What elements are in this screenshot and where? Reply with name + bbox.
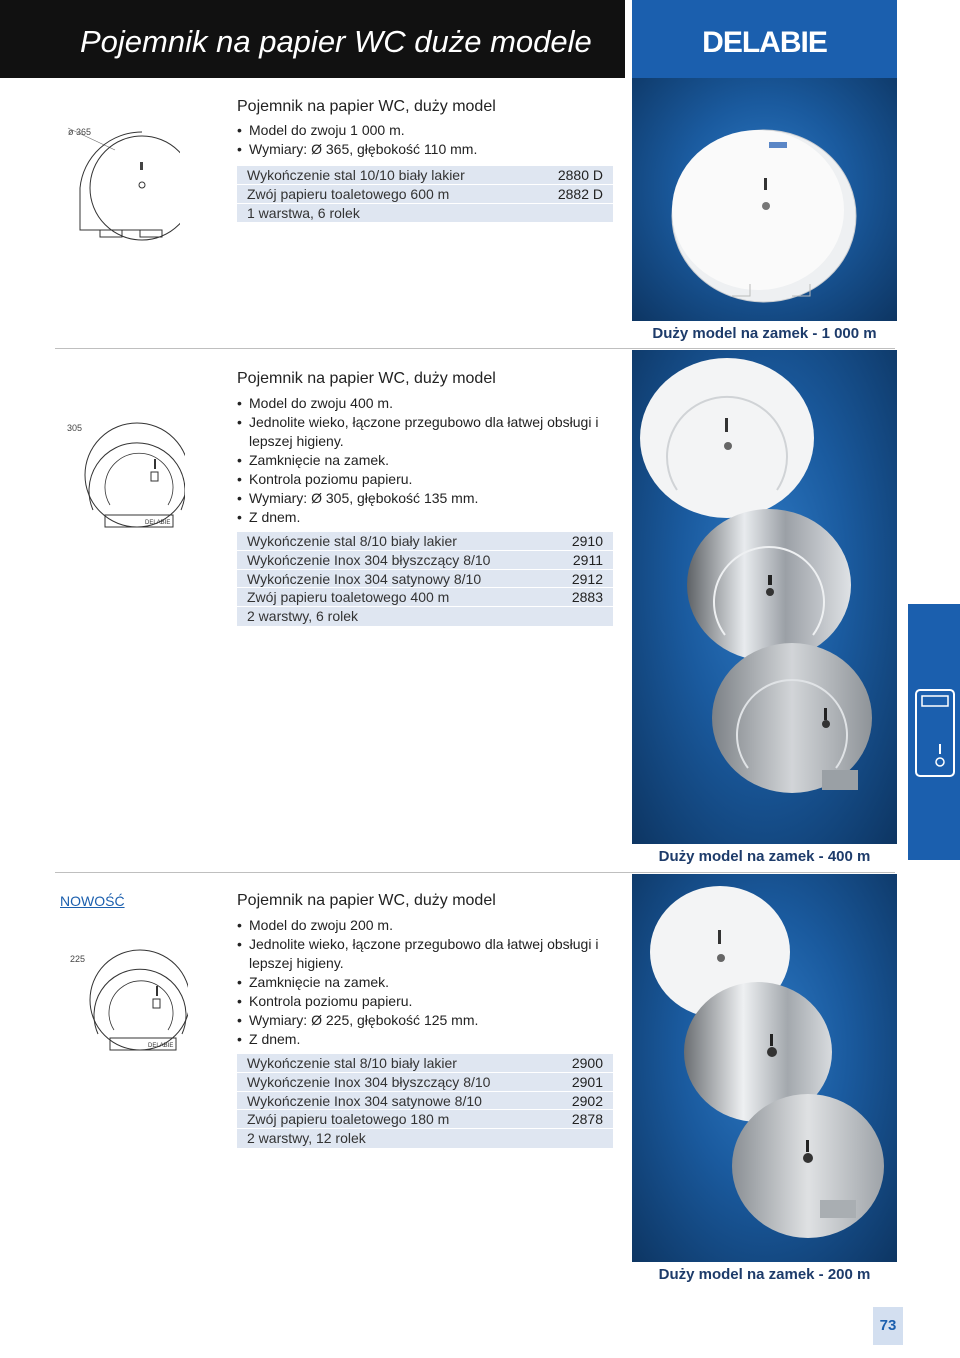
bullet-item: • Wymiary: Ø 365, głębokość 110 mm. [237, 141, 478, 157]
photo-caption-3: Duży model na zamek - 200 m [632, 1262, 897, 1288]
photo-caption-2: Duży model na zamek - 400 m [632, 844, 897, 870]
product-photo-1000 [632, 78, 897, 321]
page-title: Pojemnik na papier WC duże modele [80, 24, 592, 59]
table-row: Wykończenie Inox 304 błyszczący 8/10 2901 [237, 1073, 613, 1092]
bullet-item: • Wymiary: Ø 225, głębokość 125 mm. [237, 1012, 479, 1028]
section2-table [237, 532, 613, 626]
bullet-item: • Jednolite wieko, łączone przegubowo dla łatwej obsługi i lepszej higieny. [237, 414, 599, 449]
table-row: 2 warstwy, 12 rolek [247, 1130, 366, 1147]
new-badge: NOWOŚĆ [60, 893, 125, 909]
drawing-dim-label: 225 [70, 954, 86, 964]
brand-logo: DELABIE [702, 26, 827, 59]
table-row: 1 warstwa, 6 rolek [247, 204, 360, 221]
bullet-item: • Model do zwoju 1 000 m. [237, 122, 405, 138]
product-photo-200 [632, 874, 897, 1264]
photo-caption-1: Duży model na zamek - 1 000 m [632, 321, 897, 347]
bullet-item: • Model do zwoju 200 m. [237, 917, 393, 933]
drawing-dim-label: ø 365 [68, 127, 92, 137]
bullet-item: • Jednolite wieko, łączone przegubowo dla łatwej obsługi i lepszej higieny. [237, 936, 599, 971]
section3-table [237, 1054, 613, 1148]
section3-heading: Pojemnik na papier WC, duży model [237, 892, 496, 909]
svg-text:DELABIE: DELABIE [145, 520, 171, 526]
table-row: Wykończenie Inox 304 satynowe 8/10 2902 [237, 1092, 613, 1111]
drawing-dim-label: 305 [67, 423, 83, 433]
section1-bullets [237, 121, 477, 159]
table-row: Wykończenie stal 8/10 biały lakier 2910 [237, 532, 613, 551]
page-number: 73 [873, 1307, 903, 1345]
section2-bullets [237, 394, 619, 527]
drawing-dispenser-200 [68, 942, 188, 1057]
product-photo-400 [632, 350, 897, 844]
table-row: Wykończenie stal 8/10 biały lakier 2900 [237, 1054, 613, 1073]
drawing-dispenser-400 [65, 410, 185, 535]
section1-heading: Pojemnik na papier WC, duży model [237, 98, 496, 115]
table-row: Zwój papieru toaletowego 400 m 2883 [237, 588, 613, 607]
table-row: Wykończenie stal 10/10 biały lakier 2880 D [237, 166, 613, 185]
drawing-dispenser-1000 [60, 120, 180, 245]
section-divider [55, 872, 895, 873]
bullet-item: • Model do zwoju 400 m. [237, 395, 393, 411]
bullet-item: • Zamknięcie na zamek. [237, 452, 390, 468]
section3-bullets [237, 916, 619, 1049]
table-row: Wykończenie Inox 304 błyszczący 8/10 2911 [237, 551, 613, 570]
side-tab [908, 604, 960, 860]
table-row: Wykończenie Inox 304 satynowy 8/10 2912 [237, 570, 613, 589]
bullet-item: • Zamknięcie na zamek. [237, 974, 390, 990]
bullet-item: • Wymiary: Ø 305, głębokość 135 mm. [237, 490, 479, 506]
svg-text:DELABIE: DELABIE [148, 1043, 174, 1049]
bullet-item: • Z dnem. [237, 1031, 301, 1047]
table-row: Zwój papieru toaletowego 600 m 2882 D [237, 185, 613, 204]
bullet-item: • Kontrola poziomu papieru. [237, 471, 413, 487]
section2-heading: Pojemnik na papier WC, duży model [237, 370, 496, 387]
section1-table [237, 166, 613, 222]
section-divider [55, 348, 895, 349]
bullet-item: • Kontrola poziomu papieru. [237, 993, 413, 1009]
table-row: 2 warstwy, 6 rolek [247, 608, 358, 625]
bullet-item: • Z dnem. [237, 509, 301, 525]
table-row: Zwój papieru toaletowego 180 m 2878 [237, 1110, 613, 1129]
